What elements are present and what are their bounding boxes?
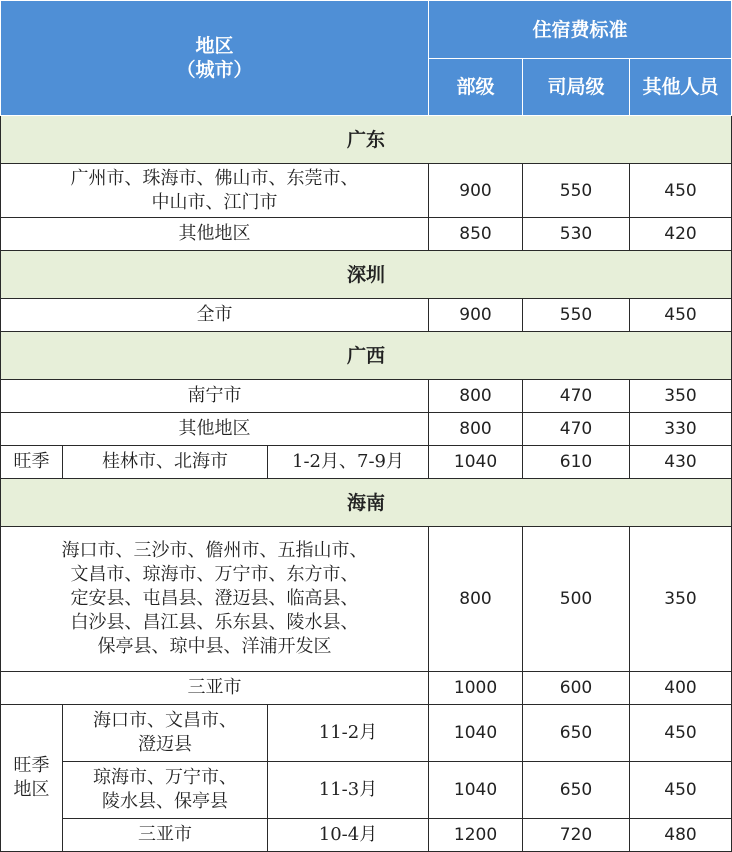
- region-cell: 广州市、珠海市、佛山市、东莞市、 中山市、江门市: [1, 164, 429, 218]
- ministry-value: 800: [429, 413, 523, 446]
- other-value: 350: [630, 527, 732, 672]
- table-row: [1, 705, 732, 762]
- region-cell: 三亚市: [1, 672, 429, 705]
- table-row: [1, 380, 732, 413]
- bureau-value: 470: [523, 380, 630, 413]
- ministry-value: 1200: [429, 819, 523, 852]
- table-row: [1, 164, 732, 218]
- peak-period-cell: 1-2月、7-9月: [268, 446, 429, 479]
- bureau-level-header: 司局级: [523, 59, 630, 116]
- table-row: [1, 762, 732, 819]
- ministry-value: 900: [429, 164, 523, 218]
- table-row: [1, 672, 732, 705]
- peak-city-cell: 琼海市、万宁市、 陵水县、保亭县: [63, 762, 268, 819]
- section-title-guangxi: 广西: [1, 332, 732, 380]
- ministry-value: 900: [429, 299, 523, 332]
- region-cell: 全市: [1, 299, 429, 332]
- bureau-value: 550: [523, 164, 630, 218]
- peak-season-label: 旺季 地区: [1, 705, 63, 852]
- other-value: 400: [630, 672, 732, 705]
- section-title-hainan: 海南: [1, 479, 732, 527]
- bureau-value: 530: [523, 218, 630, 251]
- other-value: 480: [630, 819, 732, 852]
- ministry-value: 800: [429, 527, 523, 672]
- region-cell: 南宁市: [1, 380, 429, 413]
- region-header: [1, 1, 429, 116]
- other-value: 450: [630, 299, 732, 332]
- peak-city-cell: 三亚市: [63, 819, 268, 852]
- bureau-value: 720: [523, 819, 630, 852]
- region-cell: 其他地区: [1, 413, 429, 446]
- peak-period-cell: 11-2月: [268, 705, 429, 762]
- bureau-value: 600: [523, 672, 630, 705]
- ministry-level-header: 部级: [429, 59, 523, 116]
- ministry-value: 800: [429, 380, 523, 413]
- peak-period-cell: 10-4月: [268, 819, 429, 852]
- section-title-guangdong: 广东: [1, 116, 732, 164]
- peak-period-cell: 11-3月: [268, 762, 429, 819]
- section-title-shenzhen: 深圳: [1, 251, 732, 299]
- region-header-sublabel: （城市）: [176, 59, 253, 81]
- other-value: 450: [630, 164, 732, 218]
- peak-city-cell: 海口市、文昌市、 澄迈县: [63, 705, 268, 762]
- region-cell: 海口市、三沙市、儋州市、五指山市、 文昌市、琼海市、万宁市、东方市、 定安县、屯昌县、澄迈县、临高县、 白沙县、昌江县、乐东县、陵水县、 保亭县、琼中县、洋浦开发区: [1, 527, 429, 672]
- bureau-value: 610: [523, 446, 630, 479]
- other-value: 430: [630, 446, 732, 479]
- ministry-value: 1000: [429, 672, 523, 705]
- other-value: 350: [630, 380, 732, 413]
- standard-header: 住宿费标准: [429, 1, 732, 59]
- bureau-value: 650: [523, 762, 630, 819]
- other-value: 450: [630, 762, 732, 819]
- table-row: [1, 299, 732, 332]
- ministry-value: 1040: [429, 446, 523, 479]
- table-row: [1, 218, 732, 251]
- region-header-label: 地区: [195, 35, 234, 57]
- table-row: [1, 527, 732, 672]
- peak-city-cell: 桂林市、北海市: [63, 446, 268, 479]
- other-staff-header: 其他人员: [630, 59, 732, 116]
- other-value: 450: [630, 705, 732, 762]
- region-cell: 其他地区: [1, 218, 429, 251]
- ministry-value: 850: [429, 218, 523, 251]
- bureau-value: 470: [523, 413, 630, 446]
- other-value: 330: [630, 413, 732, 446]
- other-value: 420: [630, 218, 732, 251]
- table-row: [1, 446, 732, 479]
- ministry-value: 1040: [429, 762, 523, 819]
- bureau-value: 550: [523, 299, 630, 332]
- peak-season-label: 旺季: [1, 446, 63, 479]
- bureau-value: 500: [523, 527, 630, 672]
- table-row: [1, 819, 732, 852]
- bureau-value: 650: [523, 705, 630, 762]
- ministry-value: 1040: [429, 705, 523, 762]
- table-row: [1, 413, 732, 446]
